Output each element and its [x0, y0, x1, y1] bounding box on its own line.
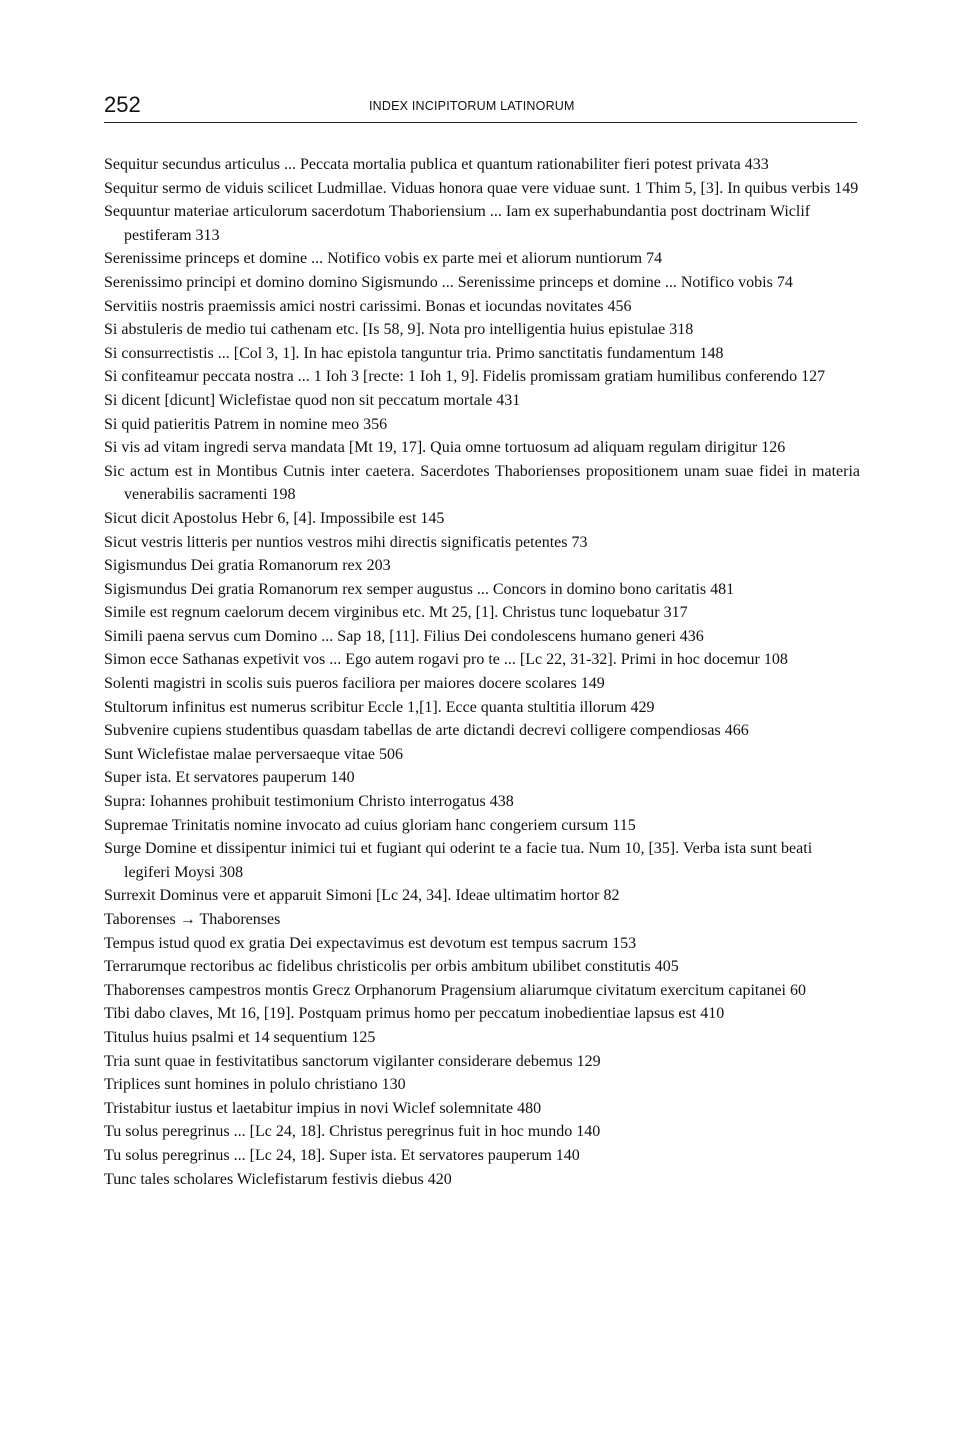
index-entry: Si vis ad vitam ingredi serva mandata [Mt 19, 17]. Quia omne tortuosum ad aliquam regulam dirigitur 126 [104, 439, 786, 457]
index-entry: Si dicent [dicunt] Wiclefistae quod non sit peccatum mortale 431 [104, 391, 521, 409]
index-entry: Surrexit Dominus vere et apparuit Simoni [Lc 24, 34]. Ideae ultimatim hortor 82 [104, 887, 620, 905]
index-entry: Sicut vestris litteris per nuntios vestros mihi directis significatis petentes 73 [104, 533, 588, 551]
index-entry: Tu solus peregrinus ... [Lc 24, 18]. Super ista. Et servatores pauperum 140 [104, 1146, 580, 1164]
index-entry: Triplices sunt homines in polulo christiano 130 [104, 1076, 406, 1094]
index-entry: Terrarumque rectoribus ac fidelibus christicolis per orbis ambitum ubilibet constitutis 405 [104, 958, 679, 976]
index-entry: Tibi dabo claves, Mt 16, [19]. Postquam primus homo per peccatum inobedientiae lapsus est 410 [104, 1005, 725, 1023]
index-entry: Si consurrectistis ... [Col 3, 1]. In hac epistola tanguntur tria. Primo sanctitatis fundamentum 148 [104, 344, 724, 362]
index-entry: Sic actum est in Montibus Cutnis inter caetera. Sacerdotes Thaborienses propositionem unam suae fidei in materia venerabilis sacramenti 198 [104, 462, 860, 504]
index-entry: Serenissimo principi et domino domino Sigismundo ... Serenissime princeps et domine ... Notifico vobis 74 [104, 273, 793, 291]
running-title: INDEX INCIPITORUM LATINORUM [369, 99, 575, 113]
index-entry: Si quid patieritis Patrem in nomine meo 356 [104, 415, 388, 433]
index-entry: Si abstuleris de medio tui cathenam etc. [Is 58, 9]. Nota pro intelligentia huius epistulae 318 [104, 321, 694, 339]
index-entry: Titulus huius psalmi et 14 sequentium 125 [104, 1028, 376, 1046]
index-entry: Surge Domine et dissipentur inimici tui et fugiant qui oderint te a facie tua. Num 10, [35]. Verba ista sunt beati legiferi Moysi 308 [104, 840, 813, 881]
index-entry: Supremae Trinitatis nomine invocato ad cuius gloriam hanc congeriem cursum 115 [104, 816, 636, 834]
index-entry: Si confiteamur peccata nostra ... 1 Ioh 3 [recte: 1 Ioh 1, 9]. Fidelis promissam gratiam humilibus conferendo 127 [104, 368, 826, 386]
index-entry: Sigismundus Dei gratia Romanorum rex semper augustus ... Concors in domino bono caritatis 481 [104, 580, 735, 598]
index-entry: Solenti magistri in scolis suis pueros faciliora per maiores docere scolares 149 [104, 675, 605, 693]
index-entry: Sunt Wiclefistae malae perversaeque vitae 506 [104, 745, 403, 763]
index-entry: Tristabitur iustus et laetabitur impius in novi Wiclef solemnitate 480 [104, 1099, 542, 1117]
page-header [104, 92, 857, 123]
index-entry: Simon ecce Sathanas expetivit vos ... Ego autem rogavi pro te ... [Lc 22, 31-32]. Primi in hoc docemur 108 [104, 651, 788, 669]
index-entry: Serenissime princeps et domine ... Notifico vobis ex parte mei et aliorum nuntiorum 74 [104, 250, 663, 268]
index-entry: Tu solus peregrinus ... [Lc 24, 18]. Christus peregrinus fuit in hoc mundo 140 [104, 1123, 601, 1141]
index-entry: Sequuntur materiae articulorum sacerdotum Thaboriensium ... Iam ex superhabundantia post doctrinam Wiclif pestiferam 313 [104, 203, 811, 244]
index-entry: Thaborenses campestros montis Grecz Orphanorum Pragensium aliarumque civitatum exercitum capitanei 60 [104, 981, 806, 999]
index-entry-list [104, 153, 860, 1191]
index-entry: Stultorum infinitus est numerus scribitur Eccle 1,[1]. Ecce quanta stultitia illorum 429 [104, 698, 655, 716]
index-entry: Tria sunt quae in festivitatibus sanctorum vigilanter considerare debemus 129 [104, 1052, 601, 1070]
index-entry: Sicut dicit Apostolus Hebr 6, [4]. Impossibile est 145 [104, 509, 445, 527]
index-entry: Super ista. Et servatores pauperum 140 [104, 769, 355, 787]
index-entry: Sigismundus Dei gratia Romanorum rex 203 [104, 557, 391, 575]
index-entry: Simile est regnum caelorum decem virginibus etc. Mt 25, [1]. Christus tunc loquebatur 317 [104, 604, 688, 622]
index-entry: Supra: Iohannes prohibuit testimonium Christo interrogatus 438 [104, 793, 514, 811]
index-entry: Subvenire cupiens studentibus quasdam tabellas de arte dictandi decrevi colligere compendiosas 466 [104, 722, 749, 740]
index-entry: Tunc tales scholares Wiclefistarum festivis diebus 420 [104, 1170, 452, 1188]
index-entry: Taborenses → Thaborenses [104, 911, 281, 928]
index-entry: Sequitur secundus articulus ... Peccata mortalia publica et quantum rationabiliter fieri potest privata 433 [104, 156, 769, 173]
index-entry: Tempus istud quod ex gratia Dei expectavimus est devotum est tempus sacrum 153 [104, 934, 637, 952]
index-entry: Sequitur sermo de viduis scilicet Ludmillae. Viduas honora quae vere viduae sunt. 1 Thim 5, [3]. In quibus verbis 149 [104, 179, 859, 197]
page-number: 252 [104, 92, 141, 117]
index-entry: Simili paena servus cum Domino ... Sap 18, [11]. Filius Dei condolescens humano generi 436 [104, 627, 704, 645]
index-entry: Servitiis nostris praemissis amici nostri carissimi. Bonas et iocundas novitates 456 [104, 297, 632, 315]
